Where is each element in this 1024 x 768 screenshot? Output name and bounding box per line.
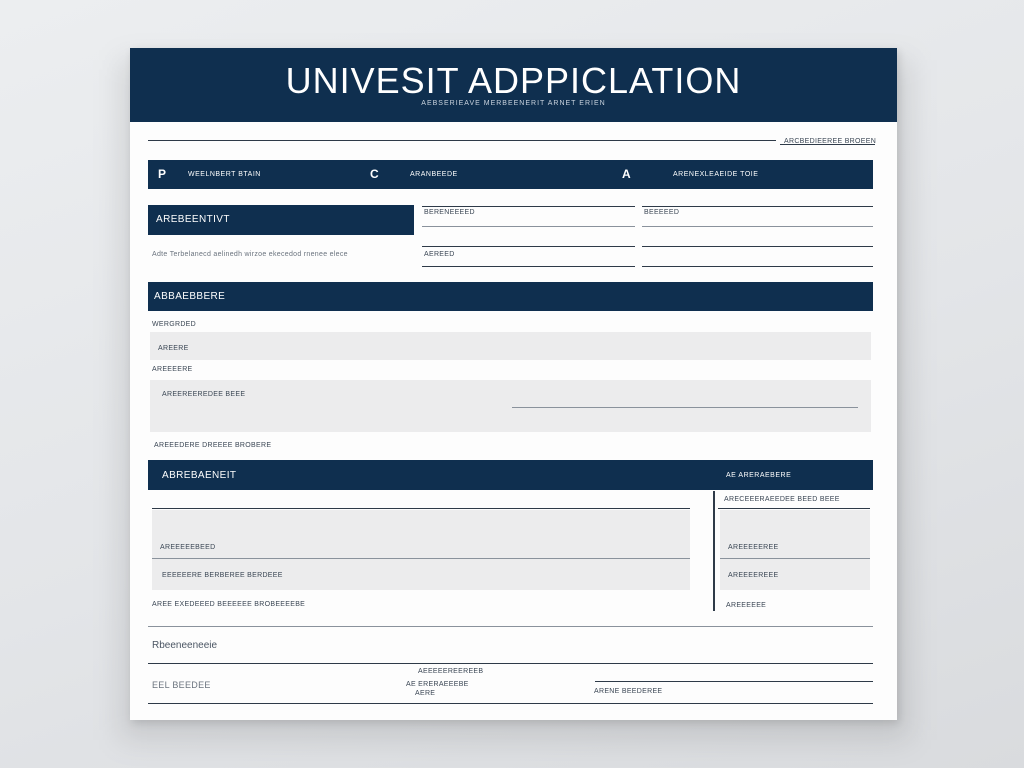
footer-top-rule [148,626,873,627]
info-bar [148,160,873,189]
side-panel-label: AREEEEEREE [728,544,779,551]
field-line[interactable] [642,226,873,227]
section-1-title: AREBEENTIVT [156,214,230,225]
field-line[interactable] [642,266,873,267]
section-2-label-b: AREEEERE [152,366,193,373]
section-3-side-title: AE ARERAEBERE [726,472,792,479]
panel-rule [718,508,870,509]
field-label: AEREED [424,251,455,258]
section-2-label-a: WERGRDED [152,321,197,328]
side-panel-label: AREEEEREEE [728,572,779,579]
section-1-caption: Adte Terbelanecd aelinedh wirzoe ekecedod rnenee elece [152,251,348,258]
section-3-side-sub: ARECEEERAEEDEE BEED BEEE [724,496,840,503]
field-line[interactable] [422,266,635,267]
info-bar-label-3: ARENEXLEAEIDE TOIE [673,171,759,178]
side-panel[interactable] [720,510,870,590]
top-rule [148,140,776,141]
footer-mid-small: AERE [415,690,436,697]
signature-line[interactable] [595,681,873,682]
text-field[interactable] [150,332,871,360]
input-panel[interactable] [152,510,690,590]
section-2-title: ABBAEBBERE [154,291,226,302]
section-1-header [148,205,414,235]
text-field-label: AREERE [158,345,189,352]
section-2-header [148,282,873,311]
footer-label: Rbeeneeneeie [152,640,218,651]
info-bar-label-2: ARANBEEDE [410,171,458,178]
input-panel-label: EEEEEERE BERBEREE BERDEEE [162,572,283,579]
section-3-title: ABREBAENEIT [162,470,237,481]
section-3-bottom-note: AREE EXEDEEED BEEEEEE BROBEEEEBE [152,601,306,608]
info-bar-glyph-3: A [622,167,631,181]
footer-right: ARENE BEEDEREE [594,688,663,695]
panel-rule [152,508,690,509]
info-bar-label-1: WEELNBERT BTAIN [188,171,261,178]
text-area-label: AREEREEREDEE BEEE [162,391,246,398]
side-panel-divider [720,558,870,559]
text-area[interactable] [150,380,871,432]
info-bar-glyph-1: P [158,167,167,181]
footer-rule [148,663,873,664]
field-line[interactable] [422,206,635,207]
input-panel-divider [152,558,690,559]
form-subtitle: AEBSERIEAVE MERBEENERIT ARNET ERIEN [421,100,606,107]
field-line[interactable] [642,206,873,207]
field-label: BERENEEEED [424,209,475,216]
footer-bottom-left: EEL BEEDEE [152,680,211,690]
footer-mid-top: AEEEEEREEREEB [418,668,484,675]
footer-mid-bottom: AE ERERAEEEBE [406,681,469,688]
field-line[interactable] [422,246,635,247]
section-3-header [148,460,873,490]
info-bar-glyph-2: C [370,167,379,181]
application-form [130,48,897,720]
text-area-rule [512,407,858,408]
field-label: BEEEEED [644,209,680,216]
input-panel-label: AREEEEEBEED [160,544,216,551]
footer-bottom-rule [148,703,873,704]
top-right-note: ARCBEDIEEREE BROEEN [784,138,877,145]
form-title: UNIVESIT ADPPICLATION [285,60,742,101]
panel-divider [713,491,715,611]
section-2-footnote: AREEEDERE DREEEE BROBERE [154,442,272,449]
field-line[interactable] [422,226,635,227]
side-panel-note: AREEEEEE [726,602,767,609]
field-line[interactable] [642,246,873,247]
header-band [130,48,897,122]
